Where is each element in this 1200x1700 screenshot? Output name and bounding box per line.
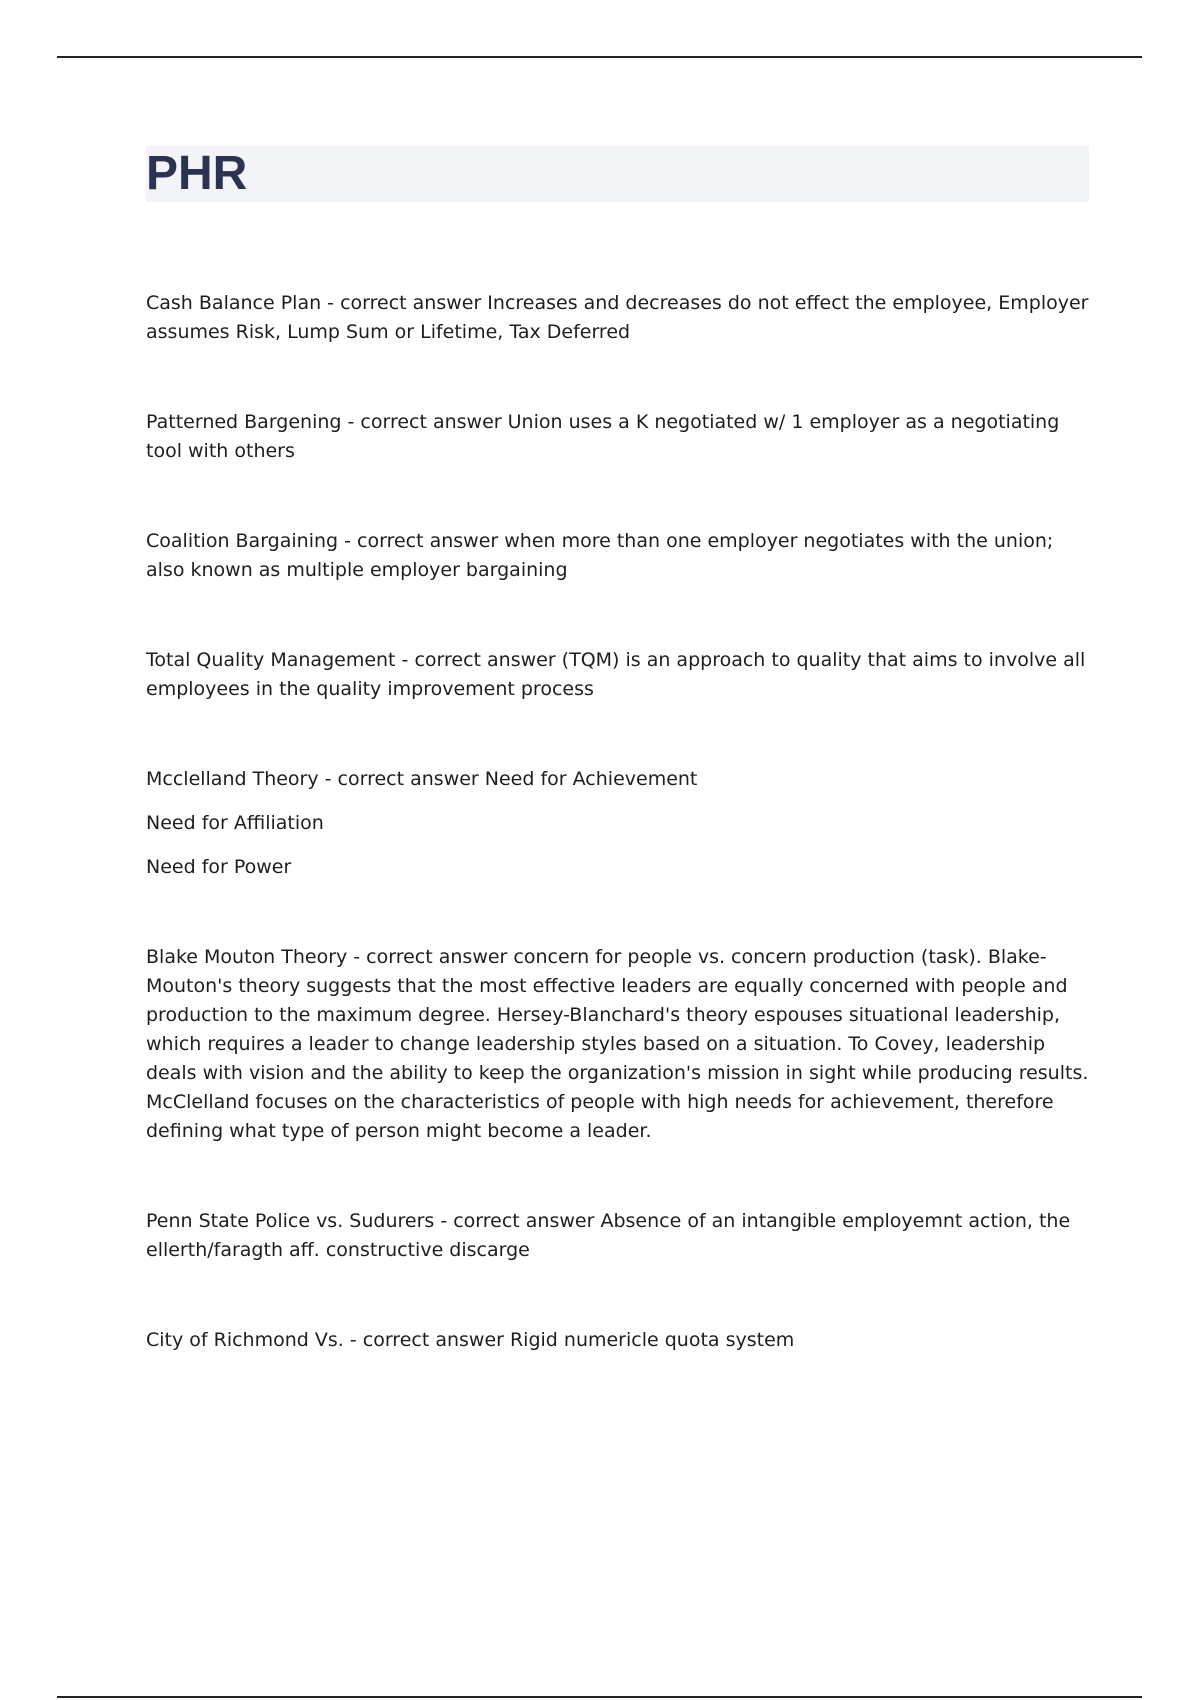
- entry-text: Coalition Bargaining - correct answer when more than one employer negotiates with the union; also known as multiple employer bargaining: [146, 530, 1054, 581]
- entry-text: Penn State Police vs. Sudurers - correct answer Absence of an intangible employemnt action, the ellerth/faragth aff. constructive discarge: [146, 1210, 1071, 1261]
- flashcard-entry: [146, 289, 1096, 347]
- flashcard-entry: [146, 1207, 1096, 1265]
- entry-text-continued: Need for Affiliation: [146, 812, 324, 834]
- entry-text-continued: Need for Power: [146, 856, 292, 878]
- flashcard-entry: [146, 1326, 1096, 1355]
- entry-text: City of Richmond Vs. - correct answer Rigid numericle quota system: [146, 1329, 795, 1351]
- flashcard-entry: [146, 943, 1096, 1146]
- top-divider: [57, 56, 1142, 58]
- flashcard-entry: [146, 408, 1096, 466]
- entry-text: Cash Balance Plan - correct answer Increases and decreases do not effect the employee, Employer assumes Risk, Lump Sum or Lifetime, Tax Deferred: [146, 292, 1089, 343]
- flashcard-entry: [146, 527, 1096, 585]
- entry-text: Blake Mouton Theory - correct answer concern for people vs. concern production (task). Blake-Mouton's theory suggests that the most effective leaders are equally concerned with people and production to the maximum degree. Hersey-Blanchard's theory espouses situational leadership, which requires a leader to change leadership styles based on a situation. To Covey, leadership deals with vision and the ability to keep the organization's mission in sight while producing results. McClelland focuses on the characteristics of people with high needs for achievement, therefore defining what type of person might become a leader.: [146, 946, 1089, 1142]
- flashcard-entry: [146, 646, 1096, 704]
- bottom-divider: [57, 1696, 1142, 1698]
- flashcard-entry: [146, 765, 1096, 882]
- title-banner: [146, 146, 1089, 202]
- page-title: PHR: [146, 147, 248, 200]
- entry-text: Mcclelland Theory - correct answer Need for Achievement: [146, 768, 698, 790]
- entry-text: Total Quality Management - correct answer (TQM) is an approach to quality that aims to involve all employees in the quality improvement process: [146, 649, 1086, 700]
- flashcard-list: [146, 289, 1096, 1416]
- entry-text: Patterned Bargening - correct answer Union uses a K negotiated w/ 1 employer as a negotiating tool with others: [146, 411, 1060, 462]
